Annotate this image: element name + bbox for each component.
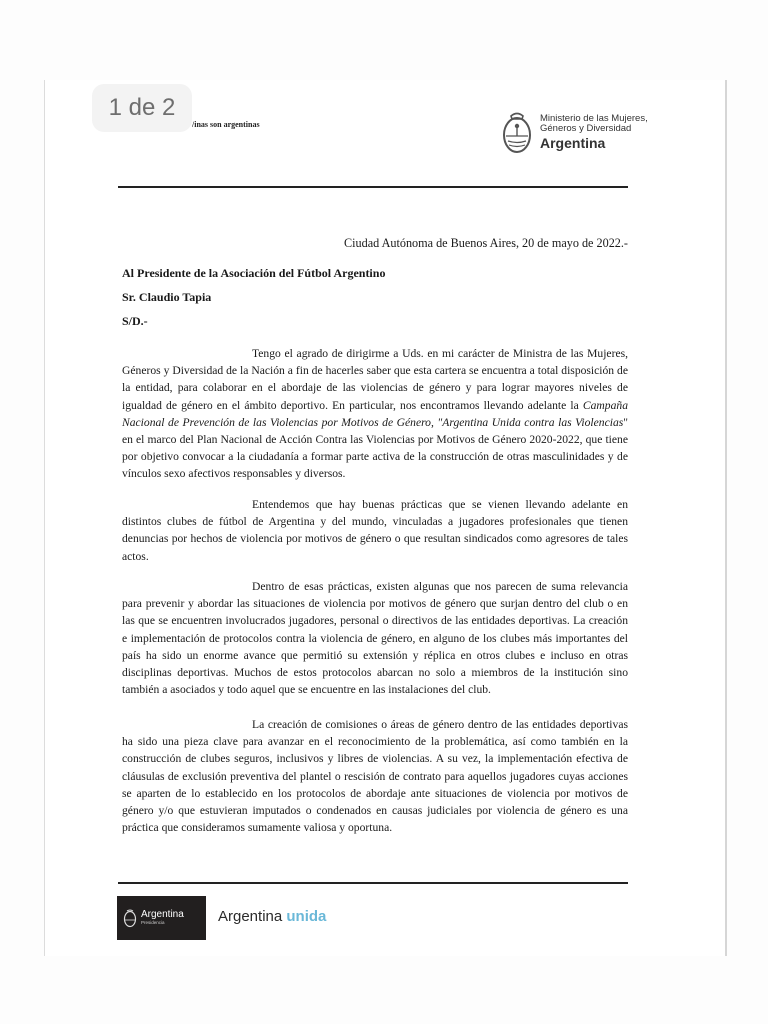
paragraph-1-text-b: " en el marco del Plan Nacional de Acción Contra las Violencias por Motivos de Género 2020-2022, que tiene por objetivo convocar a la ciudadanía a formar parte activa de la construcción de otras masculinidades y de vínculos sexo afectivos responsables y diversos.	[122, 415, 628, 481]
paragraph-4-text: La creación de comisiones o áreas de género dentro de las entidades deportivas ha sido una pieza clave para avanzar en el reconocimiento de la problemática, así como también en la construcción de clubes seguros, inclusivos y libres de violencias. A su vez, la implementación efectiva de cláusulas de exclusión preventiva del plantel o rescisión de contrato para aquellos jugadores cuyas acciones se aparten de lo establecido en los protocolos de abordaje ante situaciones de violencia por motivos de género y/o que estuvieran imputados o condenados en causas judiciales por violencia de género es una práctica que consideramos sumamente valiosa y oportuna.	[122, 718, 628, 835]
addressee-title: Al Presidente de la Asociación del Fútbol Argentino	[122, 266, 386, 280]
presidency-logo	[117, 896, 206, 940]
letterhead-slogan: /inas son argentinas	[192, 120, 260, 129]
header-divider	[118, 186, 628, 188]
presidency-logo-country: Argentina	[141, 909, 184, 921]
campaign-name: Campaña Nacional de Prevención de las Violencias por Motivos de Género, "Argentina Unida contra las Violencias	[122, 398, 628, 429]
paragraph-3	[122, 578, 628, 698]
ministry-name-line2: Géneros y Diversidad	[540, 122, 632, 134]
ministry-name-line1: Ministerio de las Mujeres,	[540, 112, 648, 124]
addressee-name: Sr. Claudio Tapia	[122, 290, 212, 304]
brand-word-argentina: Argentina	[218, 908, 283, 925]
paragraph-4	[122, 716, 628, 836]
page-indicator: 1 de 2	[92, 84, 192, 132]
ministry-logo	[500, 104, 670, 160]
paragraph-2	[122, 496, 628, 565]
brand-word-unida: unida	[286, 908, 327, 925]
ministry-country: Argentina	[540, 134, 606, 151]
presidency-logo-subtitle: Presidencia	[141, 920, 165, 926]
paragraph-3-text: Dentro de esas prácticas, existen algunas que nos parecen de suma relevancia para prevenir y abordar las situaciones de violencia por motivos de género que surjan dentro del club o en las que se encuentren involucrados jugadores, personal o directivos de las entidades deportivas. La creación e implementación de protocolos contra la violencia de género, en alguno de los clubes más importantes del país ha sido un enorme avance que permitió su extensión y réplica en otros clubes e incluso en otras disciplinas deportivas. Muchos de estos protocolos abarcan no solo a miembros de la institución sino también a asociados y todo aquel que se encuentre en las instalaciones del club.	[122, 580, 628, 697]
coat-of-arms-icon	[123, 908, 137, 928]
paragraph-1	[122, 345, 628, 483]
paragraph-2-text: Entendemos que hay buenas prácticas que se vienen llevando adelante en distintos clubes de fútbol de Argentina y del mundo, vinculadas a jugadores profesionales que tienen denuncias por hechos de violencia por motivos de género o que resultan sindicados como agresores de tales actos.	[122, 498, 628, 563]
paragraph-1-text-a: Tengo el agrado de dirigirme a Uds. en mi carácter de Ministra de las Mujeres, Géneros y Diversidad de la Nación a fin de hacerles saber que esta cartera se encuentra a total disposición de la entidad, para colaborar en el abordaje de las violencias de género y para lograr mayores niveles de igualdad de género en el ámbito deportivo. En particular, nos encontramos llevando adelante la	[122, 347, 628, 412]
footer-divider	[118, 882, 628, 884]
argentina-unida-logo	[218, 908, 326, 925]
addressee-salutation: S/D.-	[122, 314, 148, 328]
coat-of-arms-icon	[500, 108, 534, 156]
letter-dateline: Ciudad Autónoma de Buenos Aires, 20 de mayo de 2022.-	[344, 236, 628, 250]
